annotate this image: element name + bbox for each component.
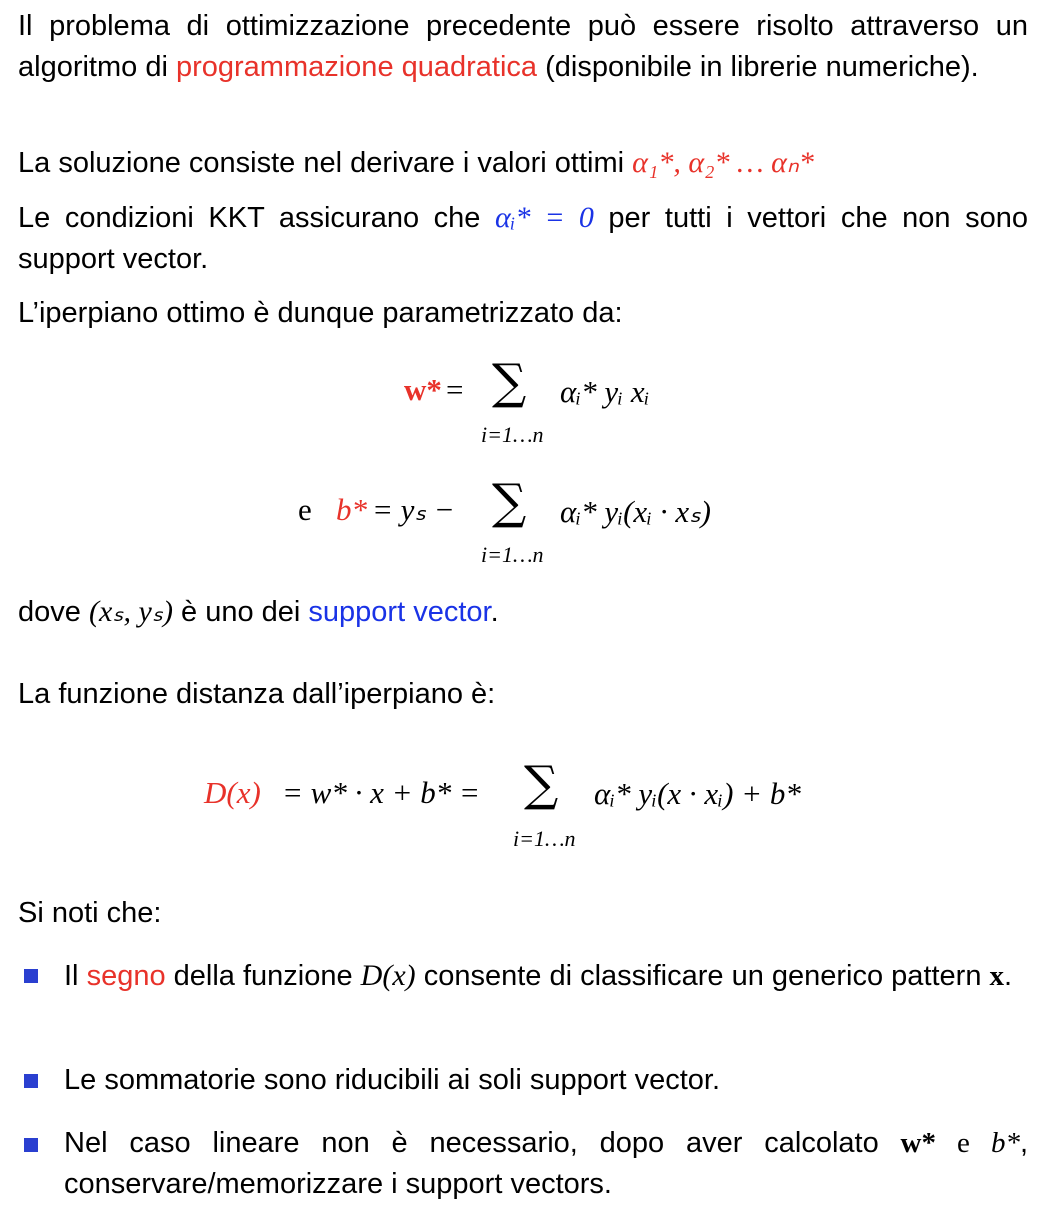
formula-b-star: b* (990, 1127, 1020, 1159)
highlight-segno: segno (86, 960, 166, 992)
paragraph-solution: La soluzione consiste nel derivare i valori ottimi α₁*, α₂* … αₙ* (18, 146, 814, 179)
eq-d-rhs: αᵢ* yᵢ(x · xᵢ) + b* (594, 776, 801, 811)
eq-w-rhs: αᵢ* yᵢ xᵢ (560, 374, 650, 409)
eq-b-mid: = yₛ − (372, 492, 455, 527)
formula-w-star: w* (900, 1127, 936, 1159)
formula-pair: (xₛ, yₛ) (88, 595, 173, 628)
paragraph-note: Si noti che: (18, 897, 162, 929)
formula-alpha-zero: αᵢ* = 0 (495, 201, 594, 234)
bullet-marker (24, 969, 38, 983)
formula-x-bold: x (989, 960, 1005, 992)
list-item-sign: Il segno della funzione D(x) consente di classificare un generico pattern x. (64, 959, 1013, 992)
paragraph-kkt: Le condizioni KKT assicurano che αᵢ* = 0 per tutti i vettori che non sono support vector. (18, 201, 1029, 275)
bullet-marker (24, 1138, 38, 1152)
eq-w-equals: = (446, 372, 464, 407)
eq-b-rhs: αᵢ* yᵢ(xᵢ · xₛ) (560, 494, 711, 529)
paragraph-distance-function: La funzione distanza dall’iperpiano è: (18, 678, 496, 710)
eq-d-limits: i=1…n (513, 826, 576, 851)
eq-b-limits: i=1…n (481, 542, 544, 567)
highlight-quadratic-programming: programmazione quadratica (175, 51, 538, 83)
bullet-marker (24, 1074, 38, 1088)
paragraph-hyperplane: L’iperpiano ottimo è dunque parametrizzato da: (18, 297, 623, 329)
eq-d-mid: = w* · x + b* = (282, 775, 480, 810)
eq-d-lhs: D(x) (204, 775, 261, 810)
highlight-support-vector: support vector (308, 596, 491, 628)
eq-b-lead: e (298, 492, 312, 527)
formula-alpha-values: α₁*, α₂* … αₙ* (632, 146, 814, 179)
list-item-linear: Nel caso lineare non è necessario, dopo aver calcolato w* e b*, conservare/memorizzare i support vectors. (64, 1127, 1028, 1200)
eq-w-limits: i=1…n (481, 422, 544, 447)
paragraph-support-vector: dove (xₛ, yₛ) è uno dei support vector. (18, 595, 499, 628)
formula-dx: D(x) (360, 959, 416, 992)
eq-w-lhs: w* (404, 372, 442, 407)
eq-w-sigma: ∑ (492, 354, 527, 410)
eq-d-sigma: ∑ (524, 756, 559, 812)
paragraph-qp: Il problema di ottimizzazione precedente può essere risolto attraverso un algoritmo di programmazione quadratica (disponibile in librerie numeriche). (18, 10, 1028, 83)
list-item-sums: Le sommatorie sono riducibili ai soli support vector. (64, 1064, 721, 1096)
eq-b-lhs: b* (336, 492, 367, 527)
eq-b-sigma: ∑ (492, 474, 527, 530)
